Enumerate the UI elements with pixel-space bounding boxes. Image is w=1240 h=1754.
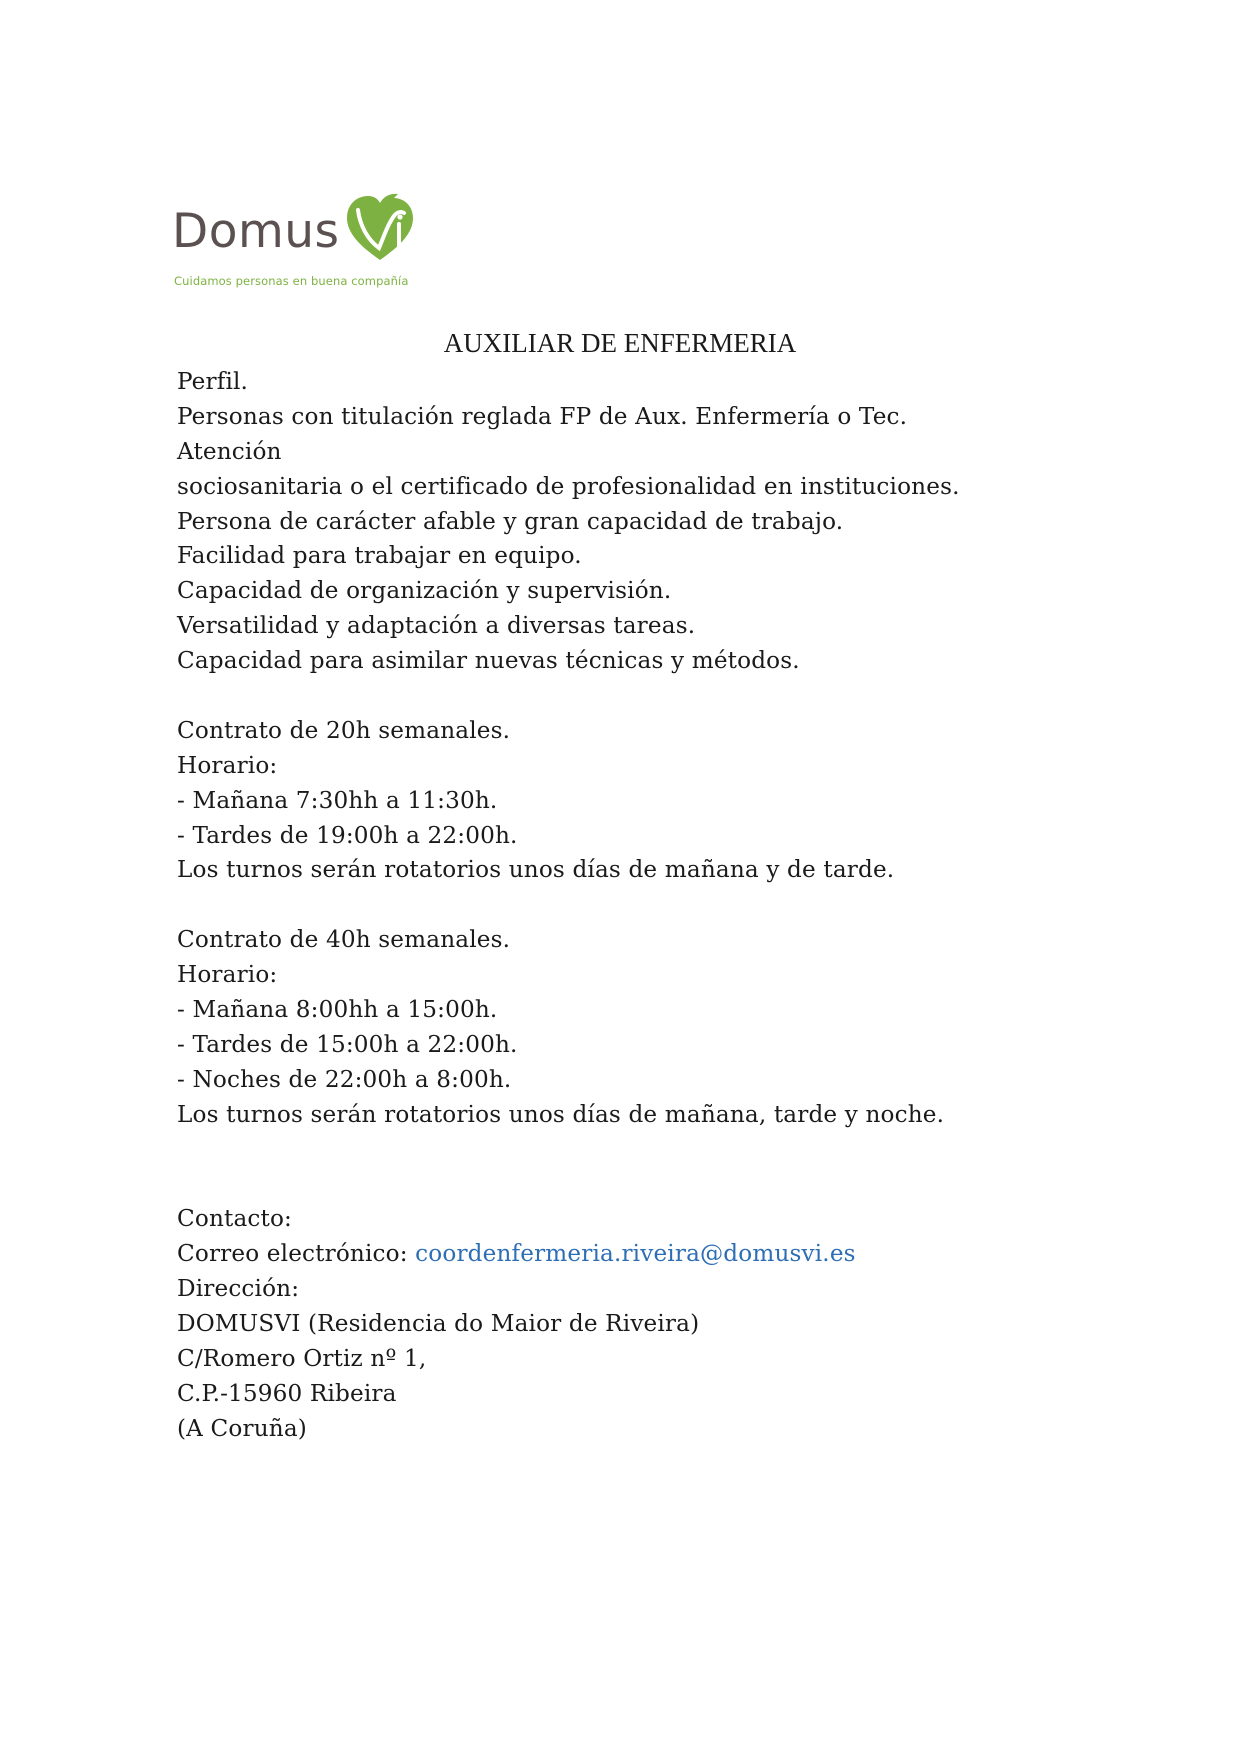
spacer bbox=[177, 887, 1083, 922]
contract-40h-shift: - Tardes de 15:00h a 22:00h. bbox=[177, 1029, 518, 1058]
contract-40h-title: Contrato de 40h semanales. bbox=[177, 925, 511, 954]
spacer bbox=[177, 1132, 1083, 1167]
spacer bbox=[177, 1166, 1083, 1201]
contact-heading: Contacto: bbox=[177, 1204, 292, 1233]
spacer bbox=[177, 678, 1083, 713]
email-link[interactable]: coordenfermeria.riveira@domusvi.es bbox=[415, 1239, 856, 1268]
profile-line: sociosanitaria o el certificado de profesionalidad en instituciones. bbox=[177, 471, 960, 500]
profile-heading: Perfil. bbox=[177, 367, 249, 395]
domusvi-logo bbox=[172, 196, 432, 296]
address-line: C/Romero Ortiz nº 1, bbox=[177, 1343, 427, 1372]
profile-line: Persona de carácter afable y gran capacidad de trabajo. bbox=[177, 506, 844, 535]
profile-line: Atención bbox=[177, 436, 282, 465]
address-line: DOMUSVI (Residencia do Maior de Riveira) bbox=[177, 1309, 700, 1338]
contract-20h-shift: - Tardes de 19:00h a 22:00h. bbox=[177, 820, 518, 849]
profile-line: Facilidad para trabajar en equipo. bbox=[177, 541, 582, 570]
address-label: Dirección: bbox=[177, 1274, 300, 1303]
contract-40h-shift: - Noches de 22:00h a 8:00h. bbox=[177, 1064, 512, 1093]
document-body bbox=[177, 364, 1083, 1446]
email-label: Correo electrónico: bbox=[177, 1239, 416, 1268]
profile-line: Versatilidad y adaptación a diversas tareas. bbox=[177, 611, 696, 640]
logo-wordmark: Domus bbox=[172, 204, 340, 259]
contract-20h-schedule-label: Horario: bbox=[177, 750, 278, 779]
logo-tagline: Cuidamos personas en buena compañía bbox=[174, 274, 409, 288]
profile-line: Capacidad de organización y supervisión. bbox=[177, 576, 672, 605]
profile-line: Personas con titulación reglada FP de Aux. Enfermería o Tec. bbox=[177, 401, 908, 430]
profile-line: Capacidad para asimilar nuevas técnicas y métodos. bbox=[177, 646, 800, 675]
contract-40h-shift: - Mañana 8:00hh a 15:00h. bbox=[177, 995, 498, 1024]
contract-40h-schedule-label: Horario: bbox=[177, 960, 278, 989]
address-line: C.P.-15960 Ribeira bbox=[177, 1378, 397, 1407]
contract-20h-title: Contrato de 20h semanales. bbox=[177, 715, 511, 744]
contact-email-row bbox=[177, 1236, 1083, 1271]
contract-20h-shift: - Mañana 7:30hh a 11:30h. bbox=[177, 785, 498, 814]
heart-logo-icon bbox=[344, 192, 416, 262]
document-title: AUXILIAR DE ENFERMERIA bbox=[443, 328, 797, 358]
contract-40h-note: Los turnos serán rotatorios unos días de mañana, tarde y noche. bbox=[177, 1099, 945, 1128]
contract-20h-note: Los turnos serán rotatorios unos días de mañana y de tarde. bbox=[177, 855, 895, 884]
address-line: (A Coruña) bbox=[177, 1413, 307, 1442]
